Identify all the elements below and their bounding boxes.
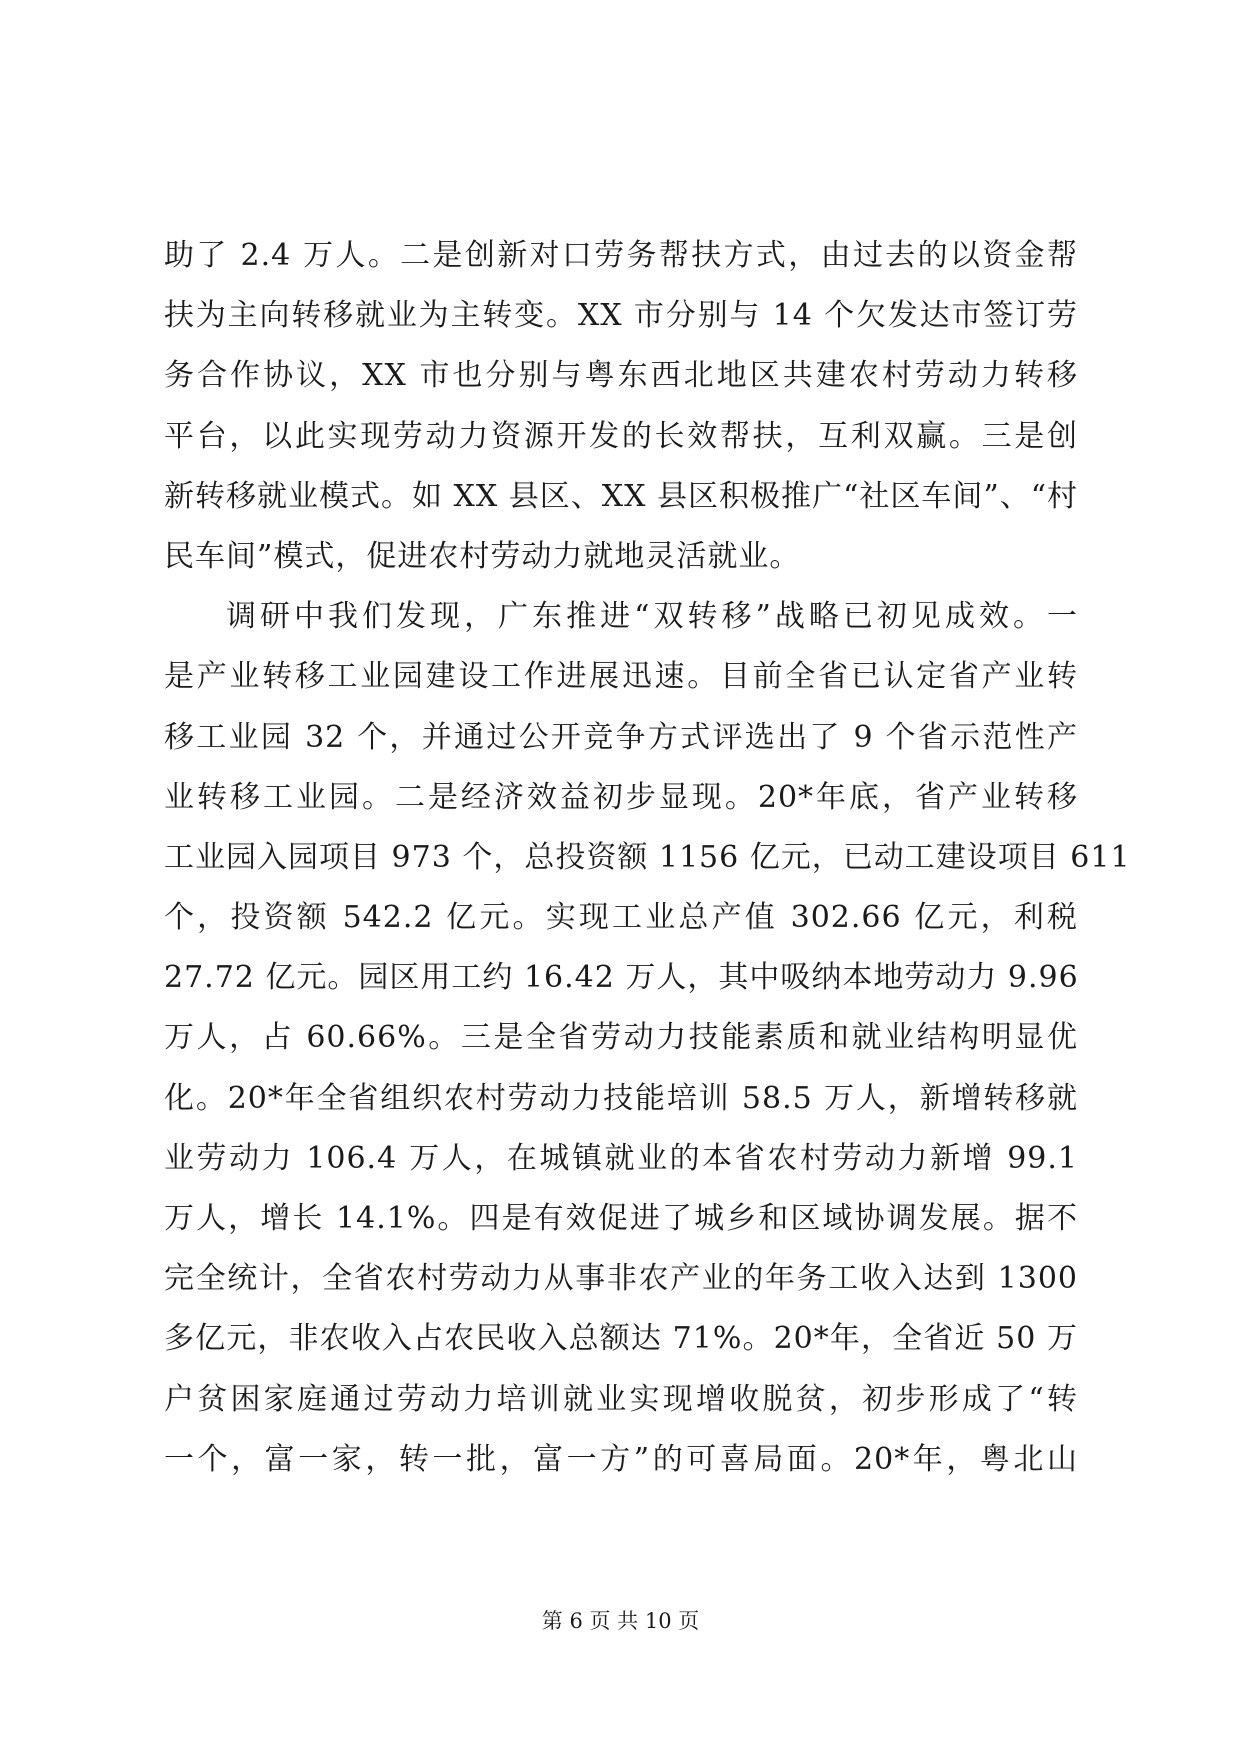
text-line: 多亿元，非农收入占农民收入总额达 71%。20*年，全省近 50 万 <box>164 1321 1078 1357</box>
text-line: 完全统计，全省农村劳动力从事非农产业的年务工收入达到 1300 <box>164 1261 1078 1297</box>
text-line: 一个，富一家，转一批，富一方”的可喜局面。20*年，粤北山 <box>164 1441 1078 1477</box>
text-line: 个，投资额 542.2 亿元。实现工业总产值 302.66 亿元，利税 <box>164 900 1078 936</box>
text-line: 万人，增长 14.1%。四是有效促进了城乡和区域协调发展。据不 <box>164 1201 1078 1236</box>
text-line: 户贫困家庭通过劳动力培训就业实现增收脱贫，初步形成了“转 <box>164 1381 1078 1417</box>
text-line: 扶为主向转移就业为主转变。XX 市分别与 14 个欠发达市签订劳 <box>164 298 1078 334</box>
text-line: 新转移就业模式。如 XX 县区、XX 县区积极推广“社区车间”、“村 <box>164 478 1079 514</box>
text-line: 工业园入园项目 973 个，总投资额 1156 亿元，已动工建设项目 611 <box>164 839 1131 875</box>
text-line: 业劳动力 106.4 万人，在城镇就业的本省农村劳动力新增 99.1 <box>164 1140 1078 1176</box>
text-line: 移工业园 32 个，并通过公开竞争方式评选出了 9 个省示范性产 <box>164 719 1078 755</box>
body-text <box>164 226 1131 1490</box>
text-line: 务合作协议，XX 市也分别与粤东西北地区共建农村劳动力转移 <box>164 358 1078 394</box>
text-line: 业转移工业园。二是经济效益初步显现。20*年底，省产业转移 <box>164 779 1078 815</box>
paragraph-first-line: 调研中我们发现，广东推进“双转移”战略已初见成效。一 <box>226 599 1078 635</box>
text-line: 助了 2.4 万人。二是创新对口劳务帮扶方式，由过去的以资金帮 <box>164 238 1078 273</box>
text-line: 化。20*年全省组织农村劳动力技能培训 58.5 万人，新增转移就 <box>164 1080 1078 1116</box>
text-line: 是产业转移工业园建设工作进展迅速。目前全省已认定省产业转 <box>164 659 1078 695</box>
text-line: 万人，占 60.66%。三是全省劳动力技能素质和就业结构明显优 <box>164 1020 1078 1056</box>
text-line: 平台，以此实现劳动力资源开发的长效帮扶，互利双赢。三是创 <box>164 418 1078 454</box>
text-line: 27.72 亿元。园区用工约 16.42 万人，其中吸纳本地劳动力 9.96 <box>164 960 1079 996</box>
text-line: 民车间”模式，促进农村劳动力就地灵活就业。 <box>164 538 801 574</box>
page-number-footer: 第 6 页 共 10 页 <box>541 1609 700 1633</box>
